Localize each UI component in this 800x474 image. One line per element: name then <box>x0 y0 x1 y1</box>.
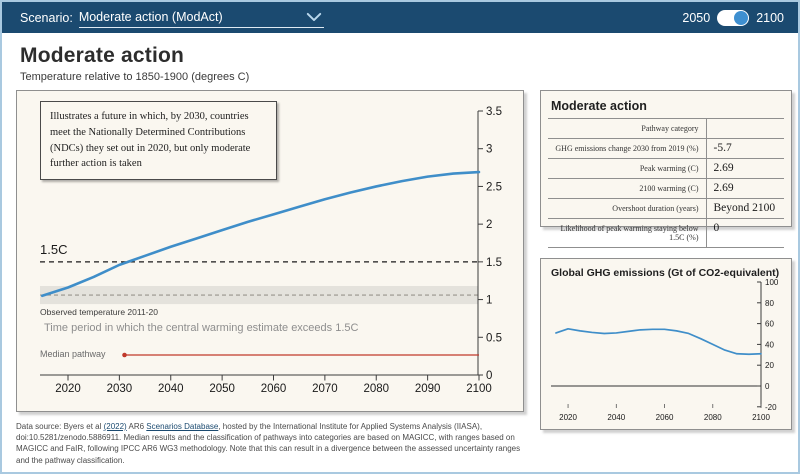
x-tick-label: 2100 <box>752 413 770 422</box>
y-tick-label: -20 <box>765 402 777 412</box>
table-row <box>548 179 784 199</box>
y-tick-label: 2.5 <box>486 181 502 194</box>
toggle-label-2100[interactable]: 2100 <box>756 10 784 25</box>
y-tick-label: 3 <box>486 143 493 156</box>
x-tick-label: 2040 <box>157 383 184 395</box>
exceed-period-label: Time period in which the central warming estimate exceeds 1.5C <box>44 322 359 334</box>
x-tick-label: 2070 <box>312 383 338 395</box>
y-tick-label: 1.5 <box>486 256 502 269</box>
table-row-label: 2100 warming (C) <box>548 179 706 199</box>
x-tick-label: 2060 <box>655 413 674 422</box>
x-tick-label: 2050 <box>209 383 235 395</box>
y-tick-label: 3.5 <box>486 105 502 118</box>
temperature-chart-panel <box>16 90 524 412</box>
x-tick-label: 2060 <box>260 383 287 395</box>
table-row-value: -5.7 <box>706 139 784 159</box>
data-source-note <box>16 421 530 466</box>
scenario-dropdown[interactable] <box>20 7 324 28</box>
scenario-value-wrap <box>79 10 324 28</box>
table-row <box>548 119 784 139</box>
table-row-label: Peak warming (C) <box>548 159 706 179</box>
x-tick-label: 2030 <box>106 383 133 395</box>
x-tick-label: 2090 <box>414 383 441 395</box>
table-row-label: Likelihood of peak warming staying below 1.5C (%) <box>548 219 706 248</box>
table-row <box>548 139 784 159</box>
table-row-value: 2.69 <box>706 179 784 199</box>
y-tick-label: 0 <box>486 370 493 382</box>
page-title: Moderate action <box>20 44 185 67</box>
table-row-value <box>706 119 784 139</box>
x-tick-label: 2020 <box>55 383 81 395</box>
topbar <box>2 2 798 33</box>
table-row <box>548 219 784 248</box>
y-tick-label: 60 <box>765 319 774 329</box>
x-tick-label: 2100 <box>466 383 492 395</box>
y-tick-label: 80 <box>765 298 774 308</box>
y-tick-label: 20 <box>765 361 774 371</box>
pathway-table <box>548 118 784 248</box>
table-row-value: 2.69 <box>706 159 784 179</box>
pathway-table-title: Moderate action <box>551 99 647 113</box>
y-tick-label: 40 <box>765 340 774 350</box>
y-tick-label: 0.5 <box>486 332 502 345</box>
temperature-median-line <box>42 172 479 296</box>
x-tick-label: 2080 <box>363 383 390 395</box>
footer-link[interactable]: Scenarios Database <box>146 422 219 431</box>
pathway-table-panel <box>540 90 792 242</box>
x-tick-label: 2080 <box>703 413 722 422</box>
year-toggle <box>682 10 784 26</box>
page-subtitle: Temperature relative to 1850-1900 (degrees C) <box>20 71 250 83</box>
x-tick-label: 2020 <box>559 413 577 422</box>
scenario-label: Scenario: <box>20 10 73 25</box>
table-row <box>548 199 784 219</box>
exceed-period-start-dot <box>122 353 127 358</box>
y-tick-label: 100 <box>765 278 779 287</box>
table-row-label: Pathway category <box>548 119 706 139</box>
ghg-chart-panel <box>540 258 792 430</box>
y-tick-label: 1 <box>486 294 493 307</box>
chevron-down-icon <box>306 12 322 22</box>
footer-link[interactable]: (2022) <box>103 422 127 431</box>
table-row-value: 0 <box>706 219 784 248</box>
ghg-chart-title: Global GHG emissions (Gt of CO2-equivalent) <box>551 267 780 279</box>
x-tick-label: 2040 <box>607 413 626 422</box>
table-row <box>548 159 784 179</box>
scenario-annotation: Illustrates a future in which, by 2030, countries meet the Nationally Determined Contributions (NDCs) they set out in 2020, but only moderate further action is taken <box>40 101 277 180</box>
y-tick-label: 2 <box>486 219 493 232</box>
table-row-label: Overshoot duration (years) <box>548 199 706 219</box>
observed-temperature-label: Observed temperature 2011-20 <box>40 307 158 317</box>
table-row-value: Beyond 2100 <box>706 199 784 219</box>
ghg-emissions-line <box>556 329 761 354</box>
scenario-value: Moderate action (ModAct) <box>78 10 223 24</box>
footer-text: AR6 <box>126 422 147 431</box>
median-pathway-label: Median pathway <box>40 349 106 359</box>
table-row-label: GHG emissions change 2030 from 2019 (%) <box>548 139 706 159</box>
threshold-label: 1.5C <box>40 242 68 257</box>
footer-text: Data source: Byers et al <box>16 422 104 431</box>
toggle-label-2050[interactable]: 2050 <box>682 10 711 25</box>
y-tick-label: 0 <box>765 382 770 391</box>
ghg-emissions-chart <box>541 259 791 429</box>
footer-text: , hosted by the International Institute for Applied Systems Analysis (IIASA), doi:10.5281/zenodo.5886911. Median results and the classification of pathways into categories are based on MAGICC, with ranges based on MAGICC and FaIR, following IPCC AR6 WG3 methodology. Note that this can result in a divergence between the assessed uncertainty ranges and the pathway classification. <box>16 422 521 465</box>
toggle-knob <box>734 11 748 25</box>
year-toggle-switch[interactable] <box>717 10 749 26</box>
